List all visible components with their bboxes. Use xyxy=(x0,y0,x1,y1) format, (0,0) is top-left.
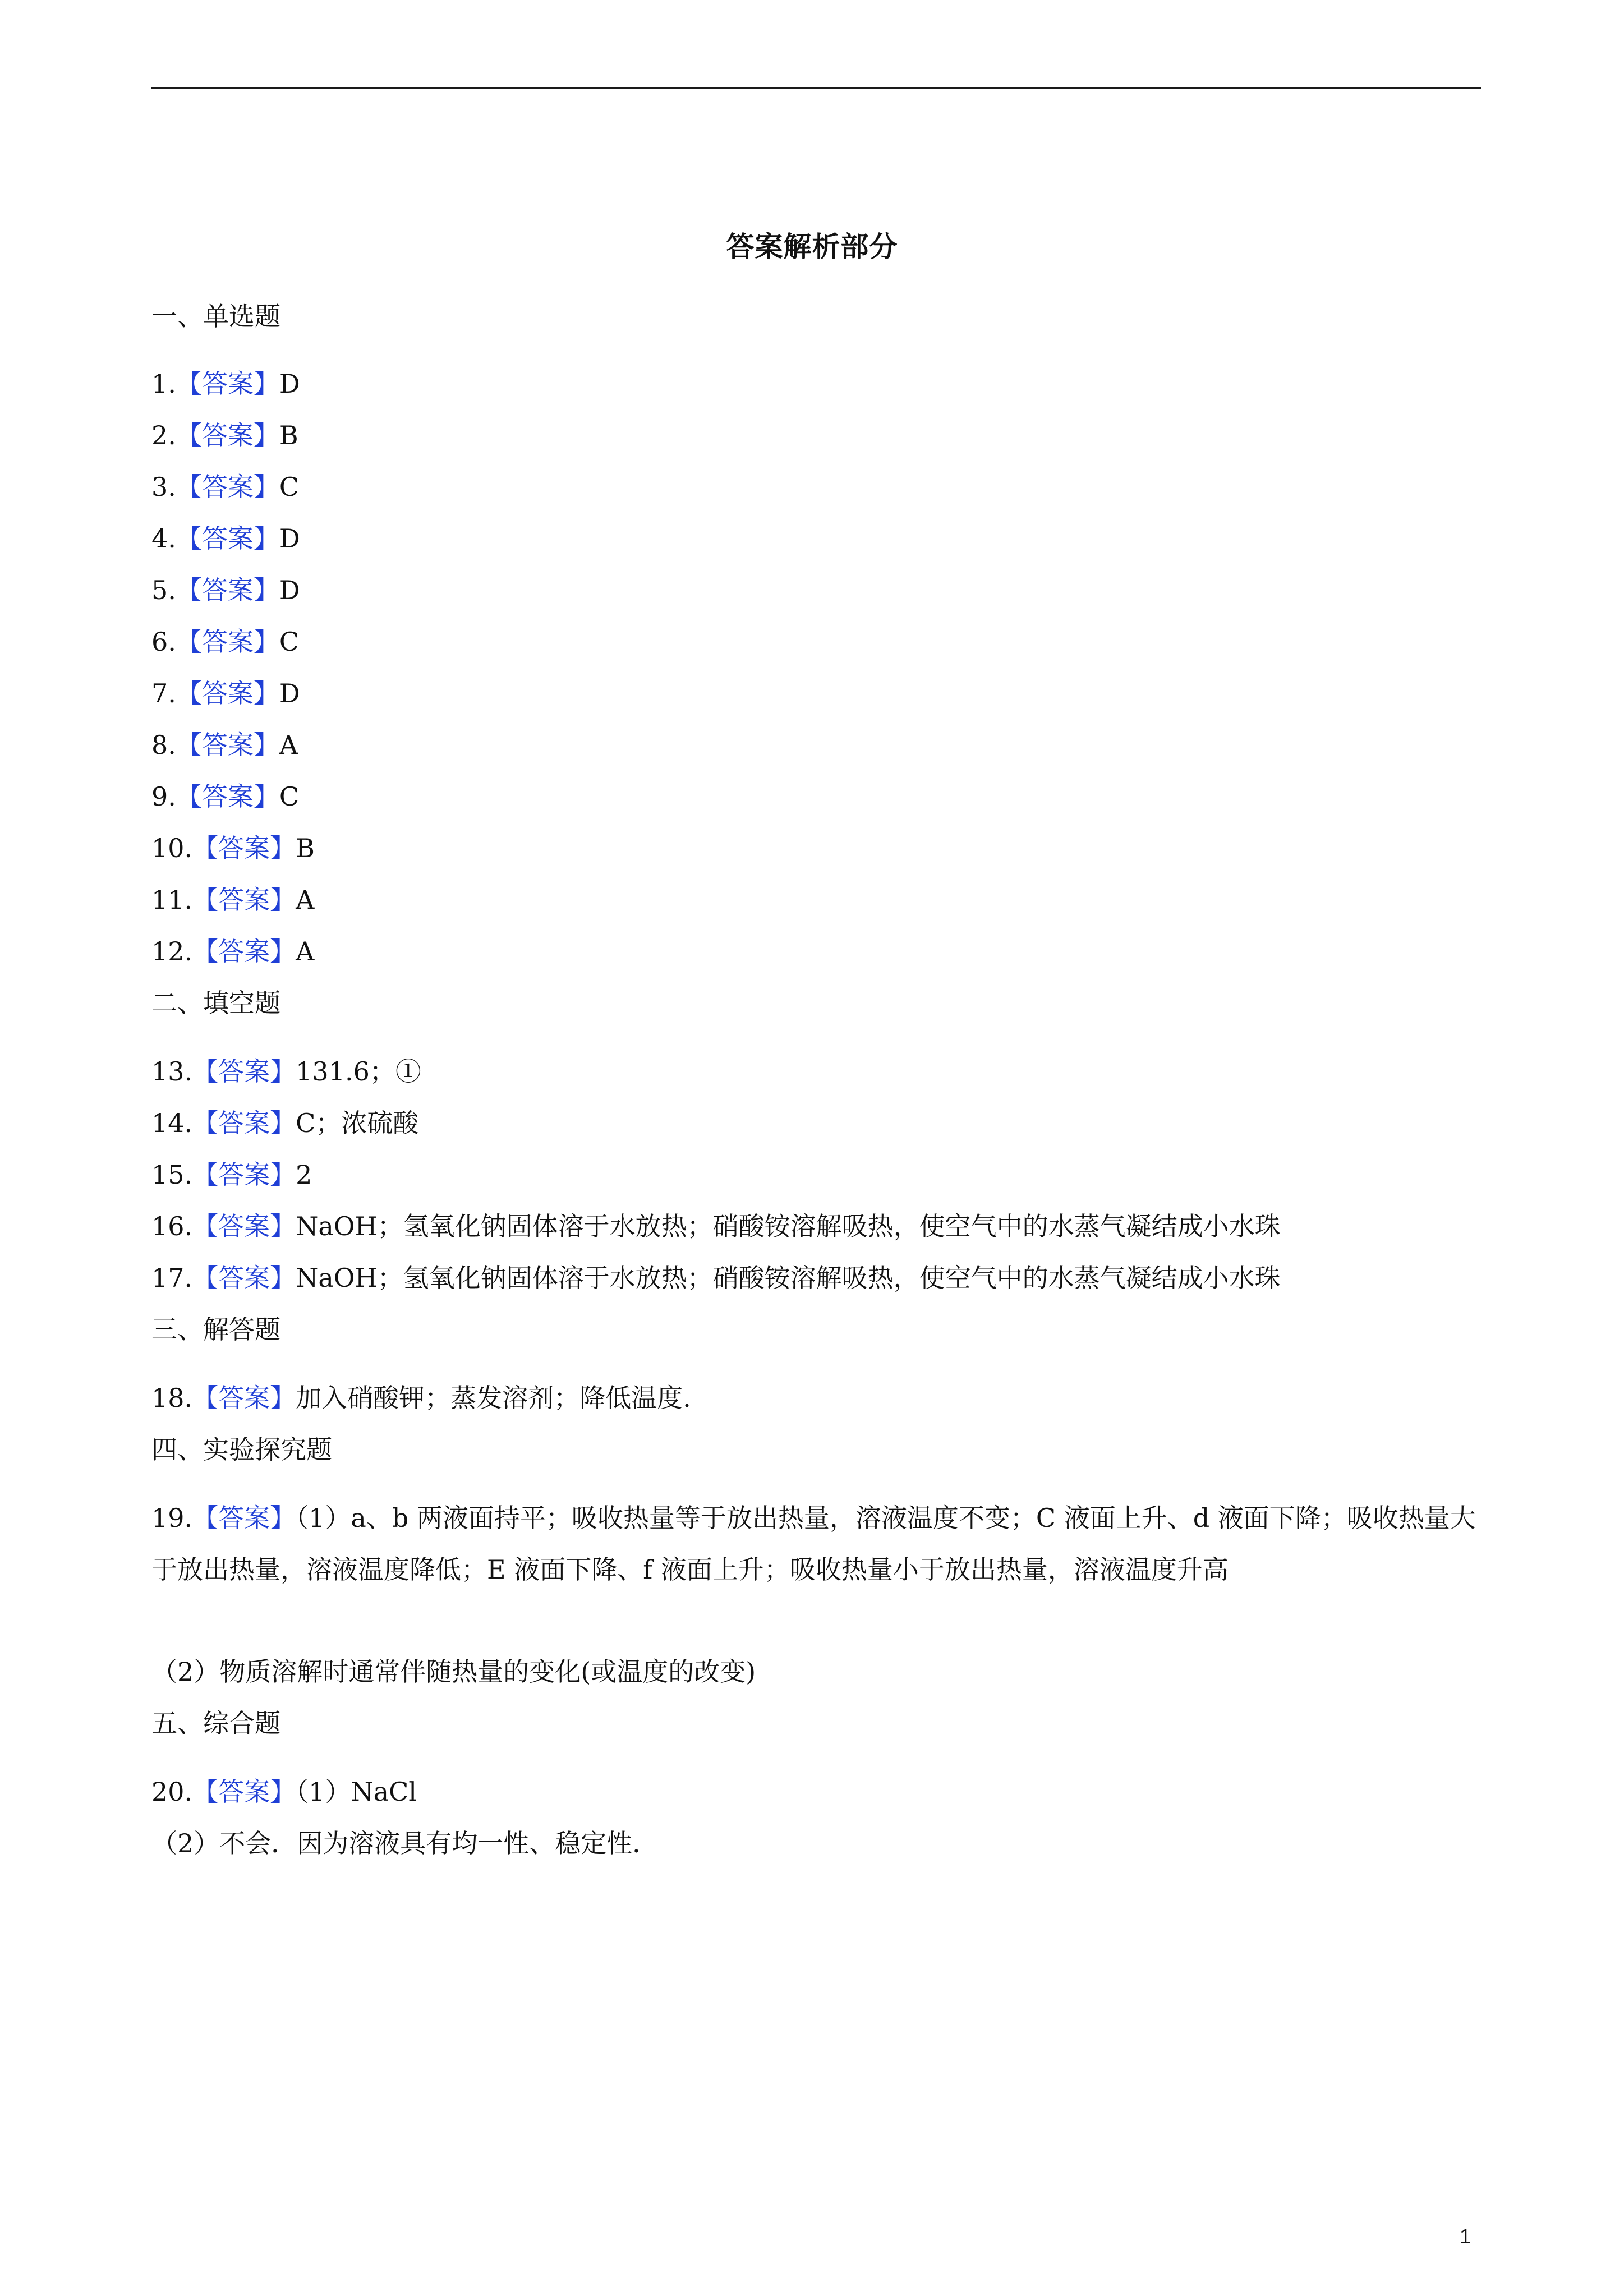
answer-line xyxy=(151,779,299,815)
answer-number: 16. xyxy=(151,1211,193,1241)
answer-text: 加入硝酸钾；蒸发溶剂；降低温度. xyxy=(296,1383,691,1413)
answer-number: 13. xyxy=(151,1056,193,1087)
answer-line xyxy=(151,933,314,969)
page-title: 答案解析部分 xyxy=(726,230,898,263)
answer-number: 14. xyxy=(151,1108,193,1138)
answer-tag: 【答案】 xyxy=(176,781,279,812)
answer-text: A xyxy=(296,936,315,967)
answer-text: D xyxy=(279,369,300,399)
answer-tag: 【答案】 xyxy=(176,627,279,657)
answer-text: D xyxy=(279,678,300,708)
answer-tag: 【答案】 xyxy=(176,678,279,708)
answer-line xyxy=(151,727,298,763)
section-heading-experiment: 四、实验探究题 xyxy=(151,1434,332,1465)
answer-number: 3. xyxy=(151,472,176,502)
section-heading-single-choice: 一、单选题 xyxy=(151,301,280,332)
answer-line xyxy=(151,830,315,866)
section-heading-answer: 三、解答题 xyxy=(151,1314,280,1345)
answer-text: C xyxy=(279,627,300,657)
answer-line xyxy=(151,1053,421,1089)
answer-text: D xyxy=(279,575,300,605)
answer-tag: 【答案】 xyxy=(192,1056,296,1087)
answer-line xyxy=(151,366,300,402)
answer-number: 20. xyxy=(151,1777,193,1807)
answer-tag: 【答案】 xyxy=(192,1159,296,1190)
answer-number: 19. xyxy=(151,1503,193,1533)
answer-number: 11. xyxy=(151,885,193,915)
answer-text: C xyxy=(279,472,300,502)
answer-tag: 【答案】 xyxy=(192,1211,296,1241)
answer-line xyxy=(151,572,300,608)
answer-line xyxy=(151,1260,1281,1296)
answer-text: D xyxy=(279,523,300,554)
answer-tag: 【答案】 xyxy=(192,1263,296,1293)
answer-text: A xyxy=(296,885,315,915)
answer-tag: 【答案】 xyxy=(192,936,296,967)
answer-text: NaOH；氢氧化钠固体溶于水放热；硝酸铵溶解吸热，使空气中的水蒸气凝结成小水珠 xyxy=(296,1263,1281,1293)
answer-line xyxy=(151,1208,1281,1244)
answer-text: A xyxy=(279,730,298,760)
answer-line xyxy=(151,882,314,918)
section-heading-fill-blank: 二、填空题 xyxy=(151,988,280,1018)
answer-line xyxy=(151,1157,312,1193)
answer-tag: 【答案】 xyxy=(192,1503,296,1533)
header-rule xyxy=(151,87,1481,89)
answer-tag: 【答案】 xyxy=(176,730,279,760)
answer-number: 1. xyxy=(151,369,176,399)
answer-text: （1）a、b 两液面持平；吸收热量等于放出热量，溶液温度不变；C 液面上升、d 液面下降；吸收热量大于放出热量，溶液温度降低；E 液面下降、f 液面上升；吸收热量小于放出热量，溶液温度升高 xyxy=(151,1503,1476,1585)
answer-tag: 【答案】 xyxy=(176,420,279,450)
answer-number: 6. xyxy=(151,627,176,657)
answer-line xyxy=(151,1774,417,1810)
answer-number: 2. xyxy=(151,420,176,450)
answer-tag: 【答案】 xyxy=(192,1108,296,1138)
answer-line xyxy=(151,417,298,453)
answer-tag: 【答案】 xyxy=(176,472,279,502)
answer-tag: 【答案】 xyxy=(176,369,279,399)
answer-number: 4. xyxy=(151,523,176,554)
answer-tag: 【答案】 xyxy=(192,885,296,915)
answer-tag: 【答案】 xyxy=(192,1383,296,1413)
section-heading-comprehensive: 五、综合题 xyxy=(151,1708,280,1738)
answer-number: 18. xyxy=(151,1383,193,1413)
answer-line xyxy=(151,521,300,556)
answer-number: 9. xyxy=(151,781,176,812)
answer-number: 15. xyxy=(151,1159,193,1190)
answer-text: B xyxy=(279,420,298,450)
answer-number: 17. xyxy=(151,1263,193,1293)
answer-text: 2 xyxy=(296,1159,312,1190)
answer-line xyxy=(151,1105,418,1141)
answer-text: 131.6；① xyxy=(296,1056,421,1087)
answer-number: 8. xyxy=(151,730,176,760)
answer-text: B xyxy=(296,833,315,863)
answer-number: 12. xyxy=(151,936,193,967)
answer-text: C xyxy=(279,781,300,812)
answer-tag: 【答案】 xyxy=(192,833,296,863)
answer-number: 7. xyxy=(151,678,176,708)
answer-line xyxy=(151,1380,691,1416)
answer-line xyxy=(151,624,299,660)
answer-tag: 【答案】 xyxy=(176,523,279,554)
answer-subpart: （2）不会．因为溶液具有均一性、稳定性． xyxy=(151,1828,659,1858)
answer-tag: 【答案】 xyxy=(192,1777,296,1807)
answer-line xyxy=(151,469,299,505)
answer-line xyxy=(151,675,300,711)
answer-number: 10. xyxy=(151,833,193,863)
answer-text: C；浓硫酸 xyxy=(296,1108,419,1138)
answer-number: 5. xyxy=(151,575,176,605)
answer-text: （1）NaCl xyxy=(296,1777,417,1807)
answer-line-multiline xyxy=(151,1492,1481,1595)
answer-tag: 【答案】 xyxy=(176,575,279,605)
answer-subpart: （2）物质溶解时通常伴随热量的变化(或温度的改变) xyxy=(151,1657,756,1687)
page-number: 1 xyxy=(1460,2225,1471,2248)
answer-text: NaOH；氢氧化钠固体溶于水放热；硝酸铵溶解吸热，使空气中的水蒸气凝结成小水珠 xyxy=(296,1211,1281,1241)
